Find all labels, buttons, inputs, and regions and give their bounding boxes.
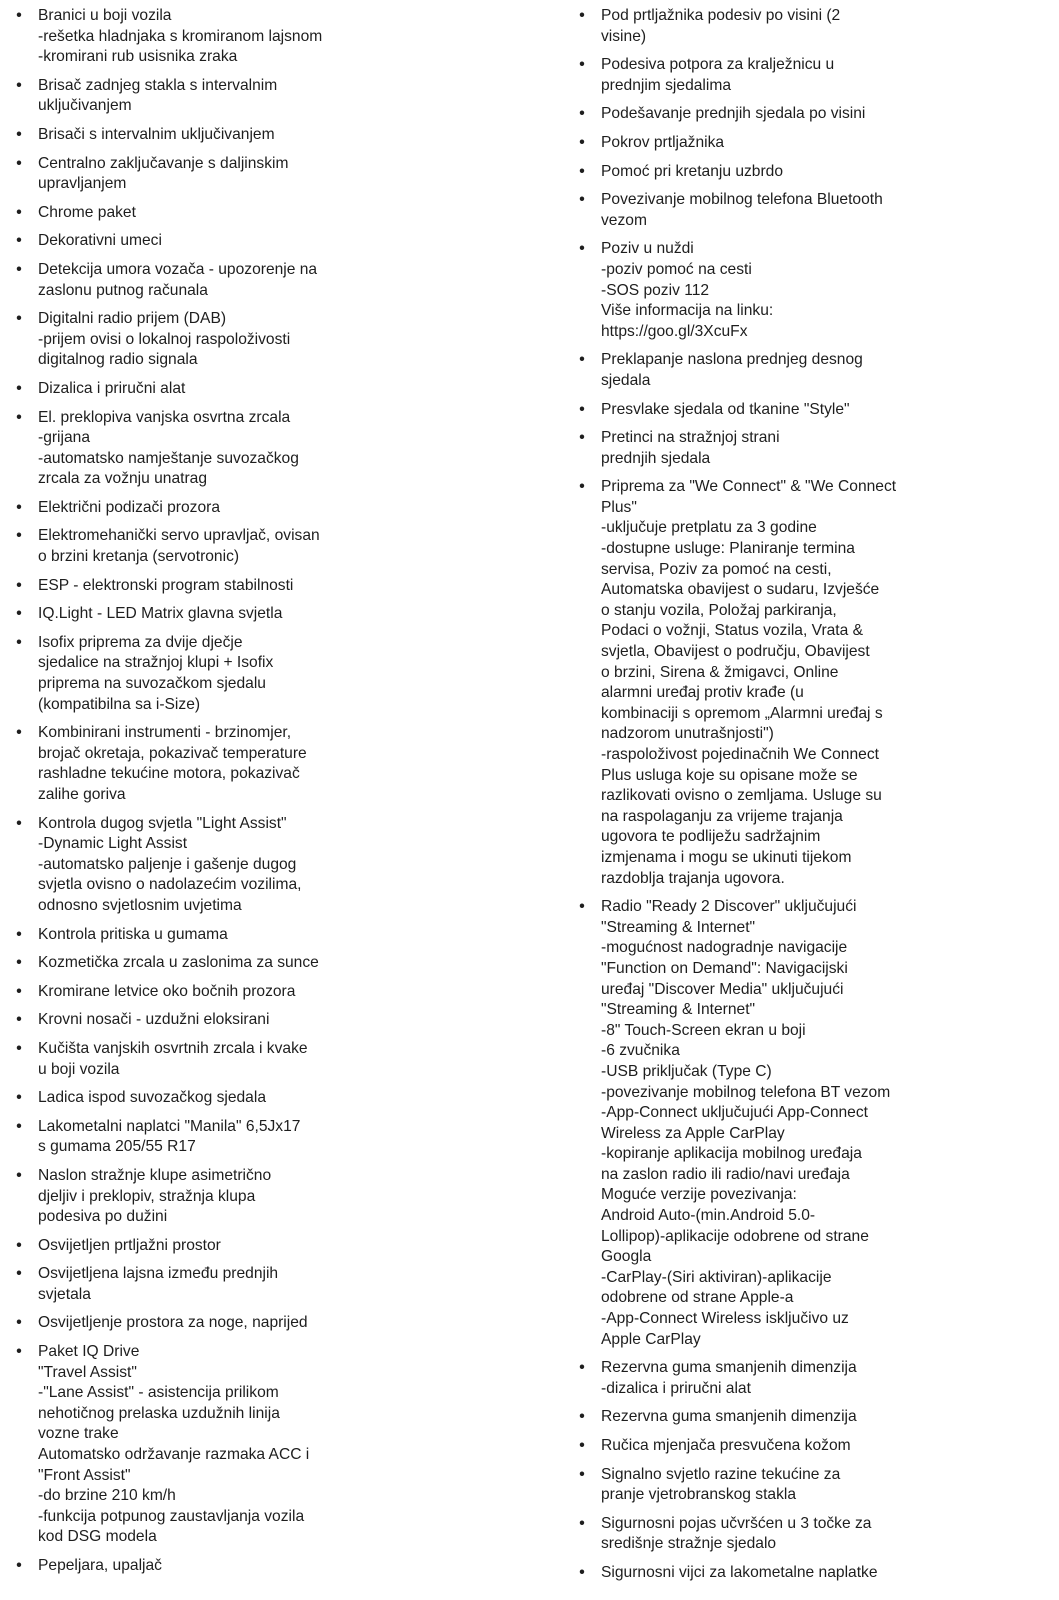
equipment-item-detail: -uključuje pretplatu za 3 godine [601, 519, 817, 537]
equipment-item-detail: https://goo.gl/3XcuFx [601, 322, 748, 340]
equipment-item-title: Kozmetička zrcala u zaslonima za sunce [38, 954, 319, 972]
equipment-item-detail: -raspoloživost pojedinačnih We Connect [601, 746, 879, 763]
bullet-icon: • [16, 260, 22, 278]
equipment-item-detail: ugovora te podliježu sadržajnim [601, 828, 821, 846]
equipment-item-detail: podesiva po dužini [38, 1208, 168, 1226]
bullet-icon: • [16, 498, 22, 516]
bullet-icon: • [16, 527, 22, 545]
bullet-icon: • [16, 954, 22, 972]
equipment-item-detail: -povezivanje mobilnog telefona BT vezom [601, 1083, 891, 1101]
equipment-item-detail: upravljanjem [38, 175, 127, 193]
equipment-item [12, 982, 512, 1003]
equipment-item-detail: zaslonu putnog računala [38, 281, 208, 299]
equipment-item-detail: zrcala za vožnju unatrag [38, 470, 208, 488]
equipment-item-title: Kromirane letvice oko bočnih prozora [38, 982, 296, 1000]
bullet-icon: • [579, 240, 585, 258]
equipment-item-detail: (kompatibilna sa i-Size) [38, 695, 201, 713]
equipment-item-detail: na zaslon radio ili radio/navi uređaja [601, 1165, 850, 1183]
equipment-item-title: Isofix priprema za dvije dječje [38, 633, 243, 651]
equipment-item-detail: odnosno svjetlosnim uvjetima [38, 896, 242, 914]
equipment-item [12, 1088, 512, 1109]
bullet-icon: • [16, 379, 22, 397]
equipment-item [12, 576, 512, 597]
equipment-item-title: El. preklopiva vanjska osvrtna zrcala [38, 408, 291, 426]
equipment-item [12, 723, 512, 805]
equipment-item-detail: Android Auto-(min.Android 5.0- [601, 1207, 816, 1225]
equipment-item-title: Dekorativni umeci [38, 232, 162, 250]
equipment-item-detail: -dizalica i priručni alat [601, 1379, 751, 1397]
equipment-item-detail: priprema na suvozačkom sjedalu [38, 675, 266, 693]
equipment-item [575, 1436, 1055, 1457]
equipment-item-detail: vezom [601, 211, 647, 229]
equipment-item-detail: kombinaciji s opremom „Alarmni uređaj s [601, 704, 883, 722]
bullet-icon: • [16, 633, 22, 651]
equipment-item [12, 1264, 512, 1305]
equipment-item-title: Brisači s intervalnim uključivanjem [38, 125, 275, 143]
equipment-item-detail: Više informacija na linku: [601, 302, 774, 320]
equipment-item-title: Povezivanje mobilnog telefona Bluetooth [601, 191, 883, 209]
equipment-item [12, 260, 512, 301]
equipment-item [575, 162, 1055, 183]
bullet-icon: • [16, 1265, 22, 1283]
equipment-item-title: Pod prtljažnika podesiv po visini (2 [601, 7, 841, 24]
equipment-item-detail: Wireless za Apple CarPlay [601, 1124, 785, 1142]
equipment-item-detail: -6 zvučnika [601, 1042, 680, 1060]
bullet-icon: • [16, 154, 22, 172]
equipment-item [12, 379, 512, 400]
equipment-item-detail: svjetla ovisno o nadolazećim vozilima, [38, 876, 302, 894]
equipment-item-detail: zalihe goriva [38, 786, 126, 803]
bullet-icon: • [579, 1563, 585, 1581]
equipment-item [12, 925, 512, 946]
equipment-item [575, 6, 1055, 47]
equipment-item [12, 154, 512, 195]
bullet-icon: • [16, 76, 22, 94]
equipment-item-title: Brisač zadnjeg stakla s intervalnim [38, 76, 278, 94]
equipment-item-detail: digitalnog radio signala [38, 351, 198, 369]
equipment-item [575, 55, 1055, 96]
bullet-icon: • [16, 125, 22, 143]
equipment-item-detail: Lollipop)-aplikacije odobrene od strane [601, 1227, 869, 1245]
equipment-item-detail: visine) [601, 27, 647, 45]
equipment-item [575, 133, 1055, 154]
equipment-item-title: Kontrola dugog svjetla "Light Assist" [38, 814, 287, 832]
equipment-item [12, 76, 512, 117]
bullet-icon: • [16, 7, 22, 24]
equipment-item [575, 104, 1055, 125]
equipment-item [575, 1465, 1055, 1506]
equipment-item-title: Dizalica i priručni alat [38, 379, 186, 397]
bullet-icon: • [16, 1011, 22, 1029]
equipment-item-detail: razdoblja trajanja ugovora. [601, 869, 785, 887]
bullet-icon: • [579, 1359, 585, 1377]
equipment-item [12, 953, 512, 974]
equipment-item-detail: -App-Connect uključujući App-Connect [601, 1104, 868, 1122]
equipment-item-detail: uređaj "Discover Media" uključujući [601, 980, 844, 998]
equipment-item-title: Pomoć pri kretanju uzbrdo [601, 162, 784, 180]
equipment-item-detail: sjedalice na stražnjoj klupi + Isofix [38, 654, 274, 672]
equipment-item-detail: -rešetka hladnjaka s kromiranom lajsnom [38, 27, 323, 45]
equipment-item [575, 428, 1055, 469]
equipment-item-detail: -"Lane Assist" - asistencija prilikom [38, 1384, 279, 1402]
equipment-item-detail: Automatska obavijest o sudaru, Izvješće [601, 581, 880, 599]
equipment-item [12, 814, 512, 917]
bullet-icon: • [16, 1117, 22, 1135]
equipment-item-detail: -USB priključak (Type C) [601, 1062, 772, 1080]
equipment-item-title: Elektromehanički servo upravljač, ovisan [38, 527, 320, 545]
bullet-icon: • [579, 1408, 585, 1426]
equipment-item-title: Ručica mjenjača presvučena kožom [601, 1437, 851, 1454]
equipment-item [575, 350, 1055, 391]
equipment-item-detail: izmjenama i mogu se ukinuti tijekom [601, 848, 852, 866]
equipment-item-detail: -poziv pomoć na cesti [601, 260, 752, 278]
bullet-icon: • [16, 1039, 22, 1057]
bullet-icon: • [16, 982, 22, 1000]
equipment-item-detail: u boji vozila [38, 1060, 120, 1078]
equipment-item [12, 203, 512, 224]
equipment-item-detail: "Streaming & Internet" [601, 1001, 756, 1019]
equipment-item-title: Podešavanje prednjih sjedala po visini [601, 105, 866, 123]
equipment-item-title: Osvijetljen prtljažni prostor [38, 1236, 221, 1254]
bullet-icon: • [579, 351, 585, 369]
equipment-item-detail: odobrene od strane Apple-a [601, 1289, 794, 1307]
bullet-icon: • [579, 105, 585, 123]
bullet-icon: • [16, 1166, 22, 1184]
equipment-item-detail: servisa, Poziv za pomoć na cesti, [601, 560, 832, 578]
equipment-item-title: Poziv u nuždi [601, 240, 694, 258]
equipment-item-detail: Plus usluga koje su opisane može se [601, 766, 858, 784]
bullet-icon: • [579, 56, 585, 74]
equipment-item [12, 309, 512, 371]
equipment-item-detail: -funkcija potpunog zaustavljanja vozila [38, 1507, 305, 1525]
equipment-item-detail: s gumama 205/55 R17 [38, 1138, 196, 1156]
bullet-icon: • [16, 232, 22, 250]
equipment-item [12, 1010, 512, 1031]
equipment-item-title: Sigurnosni pojas učvršćen u 3 točke za [601, 1514, 872, 1532]
equipment-item-detail: -dostupne usluge: Planiranje termina [601, 540, 855, 558]
equipment-item-detail: Plus" [601, 498, 637, 516]
bullet-icon: • [579, 1514, 585, 1532]
equipment-item-title: Kučišta vanjskih osvrtnih zrcala i kvake [38, 1039, 308, 1057]
equipment-item-detail: -CarPlay-(Siri aktiviran)-aplikacije [601, 1268, 832, 1286]
equipment-item-detail: Moguće verzije povezivanja: [601, 1186, 797, 1204]
bullet-icon: • [579, 162, 585, 180]
equipment-item-detail: "Streaming & Internet" [601, 918, 756, 936]
equipment-item-title: Krovni nosači - uzdužni eloksirani [38, 1011, 270, 1029]
bullet-icon: • [16, 605, 22, 623]
equipment-item [12, 633, 512, 715]
equipment-item-title: Priprema za "We Connect" & "We Connect [601, 478, 897, 496]
equipment-item-detail: brojač okretaja, pokazivač temperature [38, 744, 307, 762]
equipment-item-title: Sigurnosni vijci za lakometalne naplatke [601, 1563, 878, 1581]
equipment-item-detail: prednjim sjedalima [601, 76, 732, 94]
equipment-item-detail: prednjih sjedala [601, 449, 711, 467]
bullet-icon: • [579, 191, 585, 209]
equipment-item [12, 1166, 512, 1228]
equipment-item-title: Kontrola pritiska u gumama [38, 925, 228, 943]
equipment-item [575, 400, 1055, 421]
equipment-item-title: Lakometalni naplatci "Manila" 6,5Jx17 [38, 1117, 301, 1135]
bullet-icon: • [16, 724, 22, 742]
equipment-item-detail: -automatsko paljenje i gašenje dugog [38, 855, 297, 873]
equipment-item-title: IQ.Light - LED Matrix glavna svjetla [38, 605, 283, 623]
equipment-item [575, 190, 1055, 231]
equipment-item-detail: nadzorom unutrašnjosti") [601, 725, 774, 743]
equipment-item-detail: -App-Connect Wireless isključivo uz [601, 1310, 849, 1328]
equipment-item-detail: središnje stražnje sjedalo [601, 1535, 777, 1553]
equipment-item [575, 477, 1055, 889]
equipment-item [12, 231, 512, 252]
equipment-item-title: Detekcija umora vozača - upozorenje na [38, 260, 318, 278]
bullet-icon: • [579, 1437, 585, 1454]
equipment-item-title: Pokrov prtljažnika [601, 133, 725, 151]
equipment-item-detail: -prijem ovisi o lokalnoj raspoloživosti [38, 330, 291, 348]
equipment-item-title: Pepeljara, upaljač [38, 1557, 162, 1574]
bullet-icon: • [16, 408, 22, 426]
equipment-item-title: Podesiva potpora za kralježnicu u [601, 56, 835, 74]
bullet-icon: • [16, 1557, 22, 1574]
equipment-item-detail: vozne trake [38, 1425, 119, 1443]
equipment-item-detail: kod DSG modela [38, 1528, 157, 1546]
equipment-item-title: Pretinci na stražnjoj strani [601, 429, 780, 447]
equipment-item [575, 1358, 1055, 1399]
equipment-item-title: Chrome paket [38, 203, 136, 221]
equipment-item-title: Presvlake sjedala od tkanine "Style" [601, 400, 850, 418]
equipment-item-title: Električni podizači prozora [38, 498, 221, 516]
equipment-item-detail: o brzini kretanja (servotronic) [38, 548, 240, 566]
equipment-item [12, 1039, 512, 1080]
bullet-icon: • [16, 310, 22, 328]
equipment-item-title: Radio "Ready 2 Discover" uključujući [601, 898, 857, 916]
equipment-item-title: Preklapanje naslona prednjeg desnog [601, 351, 863, 369]
equipment-item [575, 1563, 1055, 1584]
equipment-item-detail: na raspolaganju za vrijeme trajanja [601, 807, 843, 825]
equipment-item [12, 1117, 512, 1158]
equipment-item-title: Branici u boji vozila [38, 7, 172, 24]
equipment-item [575, 1407, 1055, 1428]
equipment-item-detail: Automatsko održavanje razmaka ACC i [38, 1446, 310, 1464]
bullet-icon: • [16, 925, 22, 943]
bullet-icon: • [579, 7, 585, 24]
equipment-item [12, 1556, 512, 1577]
bullet-icon: • [16, 1314, 22, 1332]
equipment-item-title: Rezervna guma smanjenih dimenzija [601, 1359, 857, 1377]
bullet-icon: • [579, 1465, 585, 1483]
bullet-icon: • [16, 576, 22, 594]
equipment-item-detail: nehotičnog prelaska uzdužnih linija [38, 1404, 280, 1422]
equipment-item-detail: "Front Assist" [38, 1466, 131, 1484]
equipment-item-detail: o brzini, Sirena & žmigavci, Online [601, 663, 839, 681]
bullet-icon: • [16, 203, 22, 221]
equipment-item-detail: djeljiv i preklopiv, stražnja klupa [38, 1187, 256, 1205]
equipment-item [575, 897, 1055, 1350]
equipment-item [12, 125, 512, 146]
equipment-item-title: Centralno zaključavanje s daljinskim [38, 154, 289, 172]
equipment-item-title: Osvijetljena lajsna između prednjih [38, 1265, 279, 1283]
equipment-item-detail: razlikovati ovisno o zemljama. Usluge su [601, 787, 882, 805]
equipment-item-title: ESP - elektronski program stabilnosti [38, 576, 294, 594]
equipment-item-title: Osvijetljenje prostora za noge, naprijed [38, 1314, 308, 1332]
equipment-item-title: Paket IQ Drive [38, 1343, 140, 1361]
equipment-item [12, 498, 512, 519]
bullet-icon: • [579, 429, 585, 447]
bullet-icon: • [579, 133, 585, 151]
equipment-item-detail: -automatsko namještanje suvozačkog [38, 449, 299, 467]
bullet-icon: • [16, 814, 22, 832]
equipment-item-title: Digitalni radio prijem (DAB) [38, 310, 227, 328]
equipment-item-detail: sjedala [601, 371, 651, 389]
equipment-item-detail: uključivanjem [38, 97, 132, 115]
equipment-item [12, 408, 512, 490]
equipment-item [575, 1514, 1055, 1555]
equipment-item-detail: Podaci o vožnji, Status vozila, Vrata & [601, 622, 864, 640]
equipment-item-detail: Apple CarPlay [601, 1330, 701, 1348]
equipment-item-detail: "Function on Demand": Navigacijski [601, 959, 848, 977]
equipment-item-detail: pranje vjetrobranskog stakla [601, 1486, 797, 1504]
equipment-item-detail: -kromirani rub usisnika zraka [38, 48, 238, 66]
equipment-item-title: Signalno svjetlo razine tekućine za [601, 1465, 841, 1483]
equipment-item-detail: "Travel Assist" [38, 1363, 137, 1381]
equipment-item-title: Naslon stražnje klupe asimetrično [38, 1166, 272, 1184]
equipment-item-detail: rashladne tekućine motora, pokazivač [38, 765, 300, 783]
bullet-icon: • [16, 1236, 22, 1254]
equipment-item-detail: -grijana [38, 429, 91, 447]
bullet-icon: • [16, 1089, 22, 1107]
equipment-item [12, 6, 512, 68]
equipment-item [575, 239, 1055, 342]
right-column [575, 6, 1055, 1592]
equipment-item [12, 1313, 512, 1334]
equipment-item-detail: -do brzine 210 km/h [38, 1487, 176, 1505]
bullet-icon: • [579, 898, 585, 916]
bullet-icon: • [579, 478, 585, 496]
equipment-item-detail: Googla [601, 1248, 652, 1266]
equipment-item [12, 604, 512, 625]
left-column [12, 6, 512, 1585]
equipment-item-title: Ladica ispod suvozačkog sjedala [38, 1089, 266, 1107]
equipment-item-title: Rezervna guma smanjenih dimenzija [601, 1408, 857, 1426]
equipment-item-detail: svjetala [38, 1285, 91, 1303]
equipment-item-detail: -mogućnost nadogradnje navigacije [601, 939, 848, 957]
bullet-icon: • [16, 1343, 22, 1361]
equipment-item-detail: -kopiranje aplikacija mobilnog uređaja [601, 1145, 862, 1163]
equipment-item-title: Kombinirani instrumenti - brzinomjer, [38, 724, 292, 742]
equipment-item-detail: -8" Touch-Screen ekran u boji [601, 1021, 806, 1039]
equipment-item [12, 1342, 512, 1548]
equipment-item-detail: -SOS poziv 112 [601, 281, 710, 299]
equipment-item [12, 526, 512, 567]
equipment-item-detail: o stanju vozila, Položaj parkiranja, [601, 601, 837, 619]
equipment-item-detail: alarmni uređaj protiv krađe (u [601, 684, 804, 702]
equipment-item-detail: -Dynamic Light Assist [38, 835, 188, 853]
equipment-item-detail: svjetla, Obavijest o području, Obavijest [601, 643, 870, 661]
equipment-item [12, 1236, 512, 1257]
bullet-icon: • [579, 400, 585, 418]
